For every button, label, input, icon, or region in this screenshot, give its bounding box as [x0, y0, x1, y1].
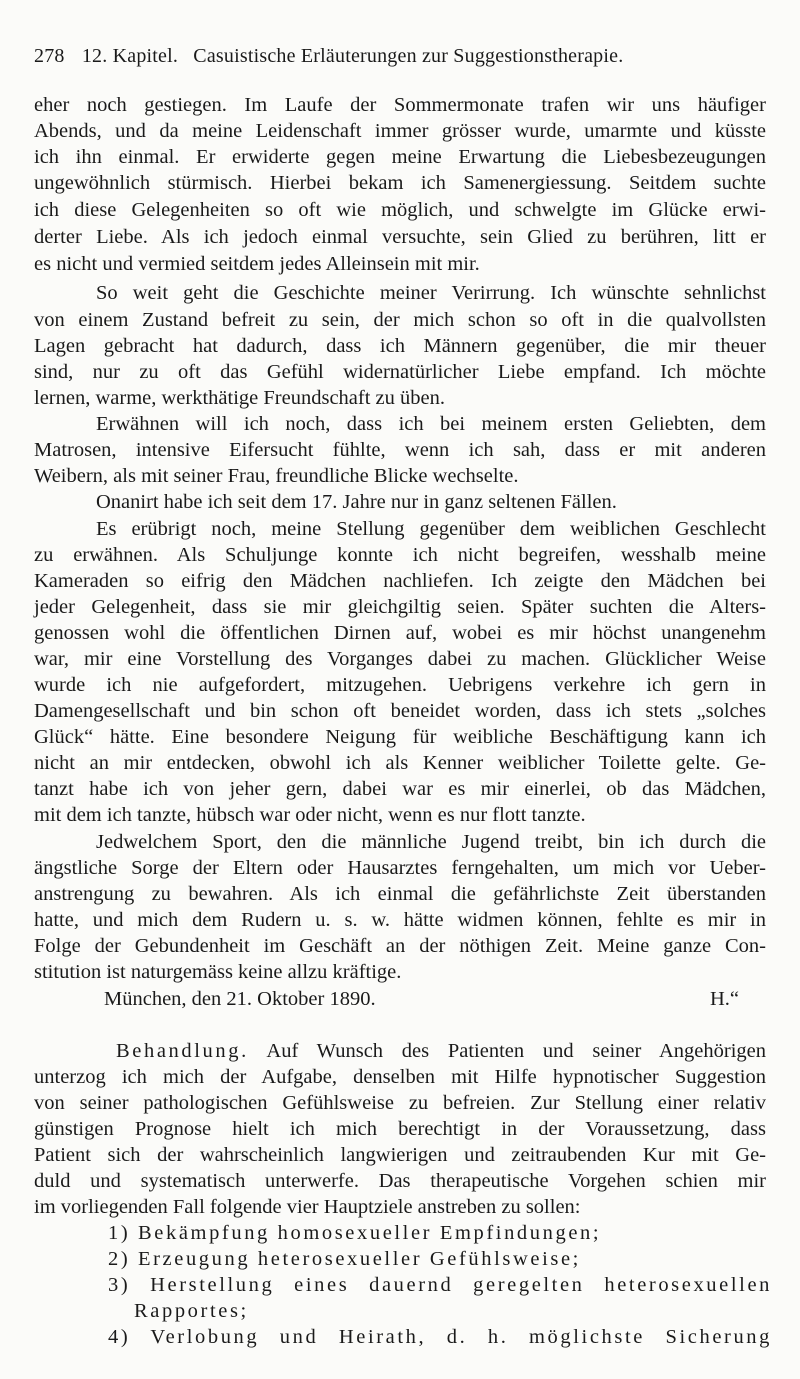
body-line: lernen, warme, werkthätige Freundschaft zu üben. [34, 387, 445, 409]
body-line: von einem Zustand befreit zu sein, der mich schon so oft in die qualvollsten [34, 309, 766, 331]
signature-place-date: München, den 21. Oktober 1890. [104, 988, 376, 1010]
body-line: Folge der Gebundenheit im Geschäft an der nöthigen Zeit. Meine ganze Con- [34, 935, 766, 957]
body-line: mit dem ich tanzte, hübsch war oder nicht, wenn es nur flott tanzte. [34, 804, 586, 826]
body-line: Erwähnen will ich noch, dass ich bei meinem ersten Geliebten, dem [96, 413, 766, 435]
page-number: 278 [34, 45, 65, 67]
body-line: wurde ich nie aufgefordert, mitzugehen. Uebrigens verkehre ich gern in [34, 674, 766, 696]
body-line: ich diese Gelegenheiten so oft wie möglich, und schwelgte im Glücke erwi- [34, 199, 766, 221]
body-line: jeder Gelegenheit, dass sie mir gleichgiltig seien. Später suchten die Alters- [34, 596, 766, 618]
running-title: Casuistische Erläuterungen zur Suggestionstherapie. [193, 45, 624, 67]
treatment-heading: Behandlung. [116, 1040, 249, 1062]
body-line: Lagen gebracht hat dadurch, dass ich Männern gegenüber, die mir theuer [34, 335, 766, 357]
treatment-goal-item: 4) Verlobung und Heirath, d. h. möglichste Sicherung [108, 1326, 772, 1348]
body-line: eher noch gestiegen. Im Laufe der Sommermonate trafen wir uns häufiger [34, 94, 766, 116]
treatment-line: von seiner pathologischen Gefühlsweise zu befreien. Zur Stellung einer relativ [34, 1092, 766, 1114]
body-line: derter Liebe. Als ich jedoch einmal versuchte, sein Glied zu berühren, litt er [34, 226, 766, 248]
body-line: Jedwelchem Sport, den die männliche Jugend treibt, bin ich durch die [96, 831, 766, 853]
treatment-line: unterzog ich mich der Aufgabe, denselben mit Hilfe hypnotischer Suggestion [34, 1066, 766, 1088]
body-line: ich ihn einmal. Er erwiderte gegen meine Erwartung die Liebesbezeugungen [34, 146, 766, 168]
body-line: tanzt habe ich von jeher gern, dabei war es mir einerlei, ob das Mädchen, [34, 778, 766, 800]
body-line: zu erwähnen. Als Schuljunge konnte ich nicht begreifen, wesshalb meine [34, 544, 766, 566]
treatment-line: im vorliegenden Fall folgende vier Hauptziele anstreben zu sollen: [34, 1196, 581, 1218]
treatment-goal-item: 3) Herstellung eines dauernd geregelten heterosexuellen [108, 1274, 772, 1296]
body-line: Kameraden so eifrig den Mädchen nachliefen. Ich zeigte den Mädchen bei [34, 570, 766, 592]
body-line: Abends, und da meine Leidenschaft immer grösser wurde, umarmte und küsste [34, 120, 766, 142]
body-line: sind, nur zu oft das Gefühl widernatürlicher Liebe empfand. Ich möchte [34, 361, 766, 383]
body-line: Matrosen, intensive Eifersucht fühlte, wenn ich sah, dass er mit anderen [34, 439, 766, 461]
treatment-goal-item: 2) Erzeugung heterosexueller Gefühlsweise; [108, 1248, 581, 1270]
signature-name: H.“ [710, 988, 740, 1010]
body-line: nicht an mir entdecken, obwohl ich als Kenner weiblicher Toilette gelte. Ge- [34, 752, 766, 774]
treatment-goal-item-continued: Rapportes; [134, 1300, 249, 1322]
body-line: genossen wohl die öffentlichen Dirnen auf, wobei es mir höchst unangenehm [34, 622, 766, 644]
treatment-first-line [116, 1038, 766, 1064]
treatment-goal-item: 1) Bekämpfung homosexueller Empfindungen; [108, 1222, 602, 1244]
body-line: Glück“ hätte. Eine besondere Neigung für weibliche Beschäftigung kann ich [34, 726, 766, 748]
body-line: es nicht und vermied seitdem jedes Alleinsein mit mir. [34, 253, 480, 275]
body-line: anstrengung zu bewahren. Als ich einmal die gefährlichste Zeit überstanden [34, 883, 766, 905]
treatment-line: Patient sich der wahrscheinlich langwierigen und zeitraubenden Kur mit Ge- [34, 1144, 766, 1166]
signature-line [104, 986, 766, 1012]
body-line: ungewöhnlich stürmisch. Hierbei bekam ich Samenergiessung. Seitdem suchte [34, 172, 766, 194]
body-line: Onanirt habe ich seit dem 17. Jahre nur in ganz seltenen Fällen. [96, 491, 617, 513]
body-line: Es erübrigt noch, meine Stellung gegenüber dem weiblichen Geschlecht [96, 518, 766, 540]
treatment-line: duld und systematisch unterwerfe. Das therapeutische Vorgehen schien mir [34, 1170, 766, 1192]
body-line: Weibern, als mit seiner Frau, freundliche Blicke wechselte. [34, 465, 519, 487]
running-header [34, 42, 774, 70]
chapter-label: 12. Kapitel. [81, 45, 179, 67]
body-line: Damengesellschaft und bin schon oft beneidet worden, dass ich stets „solches [34, 700, 766, 722]
body-line: ängstliche Sorge der Eltern oder Hausarztes ferngehalten, um mich vor Ueber- [34, 857, 766, 879]
treatment-line: günstigen Prognose hielt ich mich berechtigt in der Voraussetzung, dass [34, 1118, 766, 1140]
body-line: So weit geht die Geschichte meiner Verirrung. Ich wünschte sehnlichst [96, 282, 766, 304]
body-line: stitution ist naturgemäss keine allzu kräftige. [34, 961, 402, 983]
body-line: hatte, und mich dem Rudern u. s. w. hätte widmen können, fehlte es mir in [34, 909, 766, 931]
treatment-first-line-rest: Auf Wunsch des Patienten und seiner Angehörigen [266, 1040, 766, 1062]
body-line: war, mir eine Vorstellung des Vorganges dabei zu machen. Glücklicher Weise [34, 648, 766, 670]
